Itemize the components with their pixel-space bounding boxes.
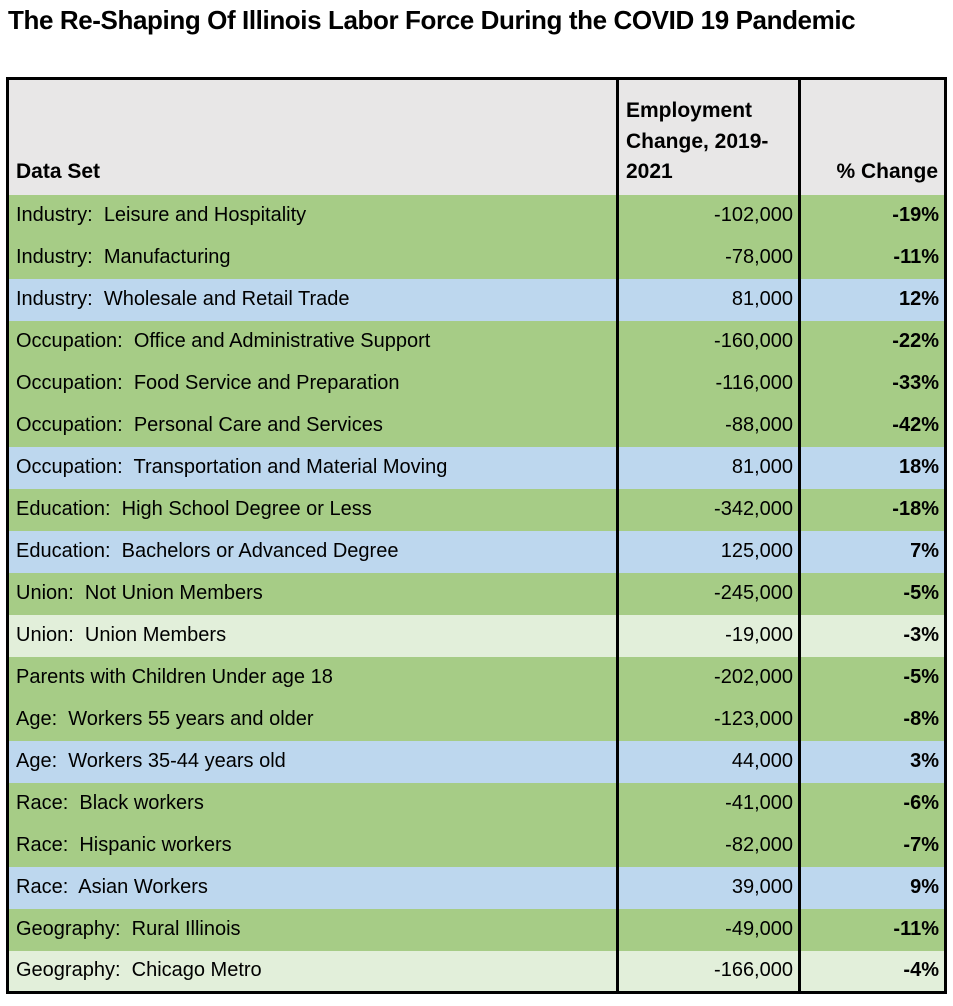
employment-change-cell: 125,000 — [618, 531, 800, 573]
percent-change-cell: -19% — [800, 195, 946, 237]
table-row — [8, 657, 946, 699]
dataset-cell: Age: Workers 55 years and older — [8, 699, 618, 741]
table-row — [8, 531, 946, 573]
percent-change-cell: 7% — [800, 531, 946, 573]
percent-change-cell: -11% — [800, 237, 946, 279]
dataset-cell: Age: Workers 35-44 years old — [8, 741, 618, 783]
employment-change-cell: 44,000 — [618, 741, 800, 783]
table-row — [8, 699, 946, 741]
employment-change-cell: -342,000 — [618, 489, 800, 531]
table-row — [8, 279, 946, 321]
header-row — [8, 79, 946, 195]
percent-change-cell: -8% — [800, 699, 946, 741]
employment-change-cell: -116,000 — [618, 363, 800, 405]
table-row — [8, 951, 946, 993]
dataset-cell: Geography: Rural Illinois — [8, 909, 618, 951]
percent-change-cell: -22% — [800, 321, 946, 363]
percent-change-cell: -6% — [800, 783, 946, 825]
table-body — [8, 195, 946, 993]
labor-force-table — [6, 77, 947, 994]
dataset-cell: Industry: Wholesale and Retail Trade — [8, 279, 618, 321]
dataset-cell: Union: Not Union Members — [8, 573, 618, 615]
dataset-cell: Race: Black workers — [8, 783, 618, 825]
percent-change-cell: -11% — [800, 909, 946, 951]
dataset-cell: Parents with Children Under age 18 — [8, 657, 618, 699]
dataset-cell: Occupation: Transportation and Material Moving — [8, 447, 618, 489]
employment-change-cell: -123,000 — [618, 699, 800, 741]
table-row — [8, 615, 946, 657]
dataset-cell: Occupation: Personal Care and Services — [8, 405, 618, 447]
percent-change-cell: -4% — [800, 951, 946, 993]
dataset-cell: Education: High School Degree or Less — [8, 489, 618, 531]
column-header-employment-change: Employment Change, 2019-2021 — [618, 79, 800, 195]
dataset-cell: Race: Hispanic workers — [8, 825, 618, 867]
percent-change-cell: 18% — [800, 447, 946, 489]
percent-change-cell: -18% — [800, 489, 946, 531]
table-row — [8, 447, 946, 489]
percent-change-cell: -5% — [800, 573, 946, 615]
employment-change-cell: -102,000 — [618, 195, 800, 237]
employment-change-cell: -166,000 — [618, 951, 800, 993]
dataset-cell: Occupation: Food Service and Preparation — [8, 363, 618, 405]
dataset-cell: Education: Bachelors or Advanced Degree — [8, 531, 618, 573]
employment-change-cell: -82,000 — [618, 825, 800, 867]
table-row — [8, 867, 946, 909]
table-row — [8, 363, 946, 405]
employment-change-cell: 39,000 — [618, 867, 800, 909]
percent-change-cell: 9% — [800, 867, 946, 909]
dataset-cell: Union: Union Members — [8, 615, 618, 657]
employment-change-cell: -49,000 — [618, 909, 800, 951]
percent-change-cell: -3% — [800, 615, 946, 657]
percent-change-cell: -42% — [800, 405, 946, 447]
percent-change-cell: 12% — [800, 279, 946, 321]
table-row — [8, 405, 946, 447]
employment-change-cell: -41,000 — [618, 783, 800, 825]
dataset-cell: Occupation: Office and Administrative Support — [8, 321, 618, 363]
column-header-dataset: Data Set — [8, 79, 618, 195]
dataset-cell: Industry: Leisure and Hospitality — [8, 195, 618, 237]
employment-change-cell: -160,000 — [618, 321, 800, 363]
percent-change-cell: -5% — [800, 657, 946, 699]
column-header-percent-change: % Change — [800, 79, 946, 195]
table-header — [8, 79, 946, 195]
table-row — [8, 825, 946, 867]
table-row — [8, 195, 946, 237]
table-row — [8, 237, 946, 279]
table-row — [8, 573, 946, 615]
employment-change-cell: 81,000 — [618, 447, 800, 489]
employment-change-cell: -202,000 — [618, 657, 800, 699]
employment-change-cell: -19,000 — [618, 615, 800, 657]
dataset-cell: Geography: Chicago Metro — [8, 951, 618, 993]
dataset-cell: Industry: Manufacturing — [8, 237, 618, 279]
employment-change-cell: 81,000 — [618, 279, 800, 321]
page-title: The Re-Shaping Of Illinois Labor Force During the COVID 19 Pandemic — [8, 5, 856, 35]
percent-change-cell: -33% — [800, 363, 946, 405]
table-row — [8, 909, 946, 951]
percent-change-cell: -7% — [800, 825, 946, 867]
table-row — [8, 489, 946, 531]
dataset-cell: Race: Asian Workers — [8, 867, 618, 909]
table-row — [8, 783, 946, 825]
employment-change-cell: -88,000 — [618, 405, 800, 447]
employment-change-cell: -78,000 — [618, 237, 800, 279]
table-row — [8, 741, 946, 783]
percent-change-cell: 3% — [800, 741, 946, 783]
table-row — [8, 321, 946, 363]
employment-change-cell: -245,000 — [618, 573, 800, 615]
